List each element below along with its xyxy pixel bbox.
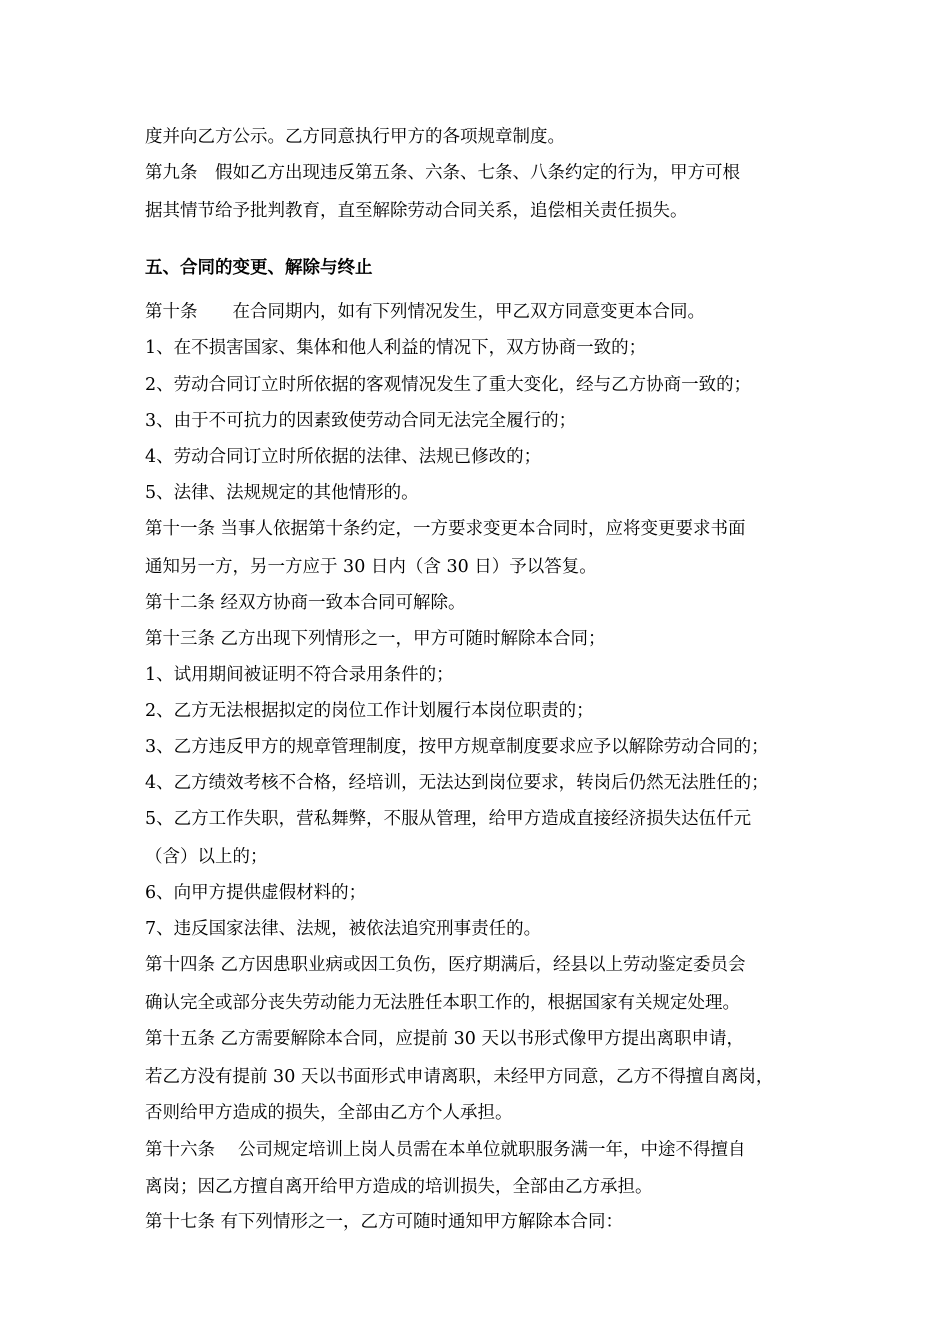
article-17: 第十七条 有下列情形之一，乙方可随时通知甲方解除本合同： bbox=[145, 1212, 624, 1232]
list-item: 2、乙方无法根据拟定的岗位工作计划履行本岗位职责的； bbox=[145, 701, 594, 721]
article-9-line-1: 第九条 假如乙方出现违反第五条、六条、七条、八条约定的行为，甲方可根 bbox=[145, 163, 740, 183]
list-item: 5、乙方工作失职，营私舞弊，不服从管理，给甲方造成直接经济损失达伍仟元 bbox=[145, 809, 752, 829]
article-15-line-1: 第十五条 乙方需要解除本合同，应提前 30 天以书形式像甲方提出离职申请， bbox=[145, 1029, 744, 1049]
article-10: 第十条 在合同期内，如有下列情况发生，甲乙双方同意变更本合同。 bbox=[145, 302, 705, 322]
list-item: 4、劳动合同订立时所依据的法律、法规已修改的； bbox=[145, 447, 542, 467]
article-12: 第十二条 经双方协商一致本合同可解除。 bbox=[145, 593, 466, 613]
article-15-line-2: 若乙方没有提前 30 天以书面形式申请离职，未经甲方同意，乙方不得擅自离岗， bbox=[145, 1067, 774, 1087]
article-15-line-3: 否则给甲方造成的损失，全部由乙方个人承担。 bbox=[145, 1103, 513, 1123]
list-item: 1、试用期间被证明不符合录用条件的； bbox=[145, 665, 454, 685]
list-item: 6、向甲方提供虚假材料的； bbox=[145, 883, 367, 903]
list-item: 4、乙方绩效考核不合格，经培训，无法达到岗位要求，转岗后仍然无法胜任的； bbox=[145, 773, 769, 793]
list-item: 7、违反国家法律、法规，被依法追究刑事责任的。 bbox=[145, 919, 542, 939]
article-16-line-1: 第十六条 公司规定培训上岗人员需在本单位就职服务满一年，中途不得擅自 bbox=[145, 1140, 746, 1160]
list-item: 1、在不损害国家、集体和他人利益的情况下，双方协商一致的； bbox=[145, 338, 647, 358]
list-item: 2、劳动合同订立时所依据的客观情况发生了重大变化，经与乙方协商一致的； bbox=[145, 375, 752, 395]
text-line: 度并向乙方公示。乙方同意执行甲方的各项规章制度。 bbox=[145, 127, 565, 147]
list-item: 3、由于不可抗力的因素致使劳动合同无法完全履行的； bbox=[145, 411, 577, 431]
article-9-line-2: 据其情节给予批判教育，直至解除劳动合同关系，追偿相关责任损失。 bbox=[145, 201, 688, 221]
article-11-line-1: 第十一条 当事人依据第十条约定，一方要求变更本合同时，应将变更要求书面 bbox=[145, 519, 746, 539]
article-14-line-1: 第十四条 乙方因患职业病或因工负伤，医疗期满后，经县以上劳动鉴定委员会 bbox=[145, 955, 746, 975]
article-11-line-2: 通知另一方，另一方应于 30 日内（含 30 日）予以答复。 bbox=[145, 557, 597, 577]
article-14-line-2: 确认完全或部分丧失劳动能力无法胜任本职工作的，根据国家有关规定处理。 bbox=[145, 993, 740, 1013]
article-16-line-2: 离岗；因乙方擅自离开给甲方造成的培训损失，全部由乙方承担。 bbox=[145, 1177, 653, 1197]
section-heading: 五、合同的变更、解除与终止 bbox=[145, 258, 373, 278]
list-item: 5、法律、法规规定的其他情形的。 bbox=[145, 483, 419, 503]
list-item-continuation: （含）以上的； bbox=[145, 847, 268, 867]
list-item: 3、乙方违反甲方的规章管理制度，按甲方规章制度要求应予以解除劳动合同的； bbox=[145, 737, 769, 757]
article-13: 第十三条 乙方出现下列情形之一，甲方可随时解除本合同； bbox=[145, 629, 606, 649]
